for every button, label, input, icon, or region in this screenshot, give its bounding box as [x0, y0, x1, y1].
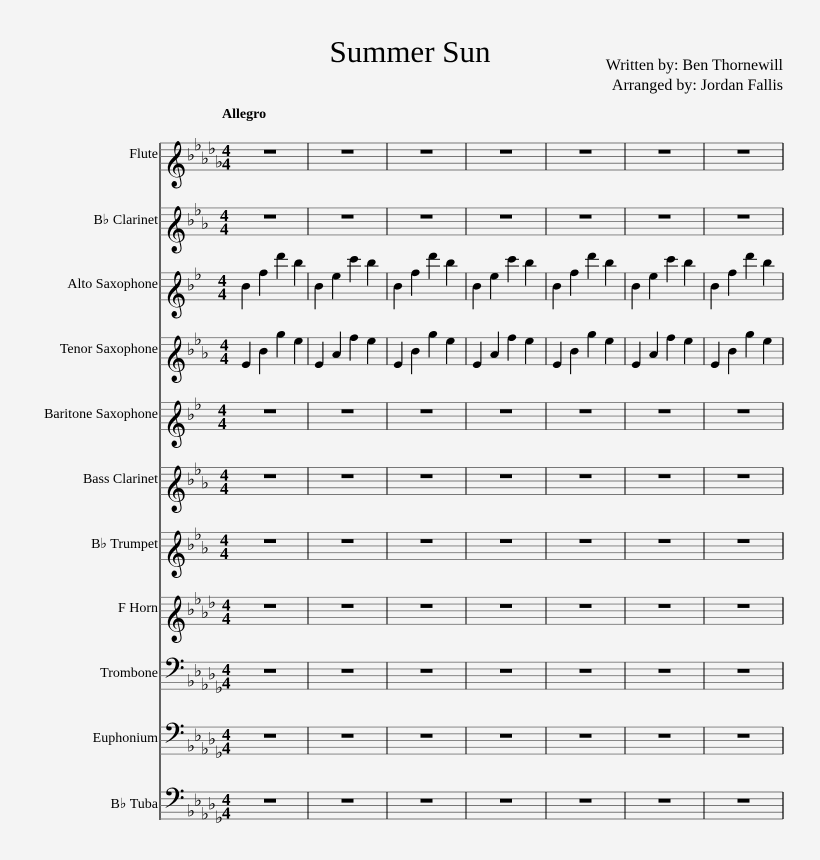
- instrument-label: Euphonium: [92, 731, 158, 747]
- whole-rest-icon: [580, 669, 592, 673]
- instrument-label: Trombone: [100, 666, 158, 682]
- time-signature-top: 4: [222, 595, 231, 615]
- time-signature-bottom: 4: [218, 284, 227, 304]
- time-signature-bottom: 4: [222, 738, 231, 758]
- flat-icon: ♭: [194, 791, 203, 812]
- whole-rest-icon: [738, 539, 750, 543]
- whole-rest-icon: [659, 539, 671, 543]
- flat-icon: ♭: [208, 794, 217, 815]
- staff-tenor-saxophone: [160, 330, 783, 384]
- whole-rest-icon: [500, 604, 512, 608]
- flat-icon: ♭: [187, 599, 196, 620]
- treble-clef-icon: 𝄞: [163, 595, 187, 642]
- flat-icon: ♭: [201, 148, 210, 169]
- whole-rest-icon: [500, 215, 512, 219]
- flat-icon: ♭: [194, 135, 203, 156]
- whole-rest-icon: [342, 150, 354, 154]
- flat-icon: ♭: [201, 739, 210, 760]
- instrument-label: Flute: [129, 147, 158, 162]
- flat-icon: ♭: [201, 538, 210, 559]
- staff-trombone: [160, 652, 783, 698]
- flat-icon: ♭: [215, 743, 224, 764]
- whole-rest-icon: [342, 539, 354, 543]
- whole-rest-icon: [342, 734, 354, 738]
- time-signature-bottom: 4: [220, 479, 229, 498]
- whole-rest-icon: [500, 669, 512, 673]
- whole-rest-icon: [342, 409, 354, 413]
- flat-icon: ♭: [187, 801, 196, 822]
- flat-icon: ♭: [201, 473, 210, 494]
- time-signature-bottom: 4: [222, 673, 231, 693]
- treble-clef-icon: 𝄞: [163, 335, 187, 382]
- time-signature-top: 4: [220, 205, 229, 225]
- flat-icon: ♭: [194, 524, 203, 545]
- whole-rest-icon: [738, 734, 750, 738]
- whole-rest-icon: [738, 409, 750, 413]
- whole-rest-icon: [580, 150, 592, 154]
- treble-clef-icon: 𝄞: [163, 465, 187, 512]
- whole-rest-icon: [738, 604, 750, 608]
- whole-rest-icon: [421, 215, 433, 219]
- whole-rest-icon: [421, 409, 433, 413]
- whole-rest-icon: [264, 474, 276, 478]
- flat-icon: ♭: [208, 729, 217, 750]
- whole-rest-icon: [659, 799, 671, 803]
- tempo-marking: Allegro: [222, 107, 267, 122]
- whole-rest-icon: [500, 799, 512, 803]
- whole-rest-icon: [580, 474, 592, 478]
- composer-credit: Written by: Ben Thornewill: [605, 57, 783, 74]
- whole-rest-icon: [500, 150, 512, 154]
- staff-b-clarinet: [160, 200, 783, 254]
- score-title: Summer Sun: [329, 34, 491, 69]
- time-signature-bottom: 4: [220, 219, 229, 239]
- time-signature-top: 4: [222, 725, 231, 745]
- flat-icon: ♭: [208, 138, 217, 159]
- time-signature-bottom: 4: [220, 543, 229, 563]
- whole-rest-icon: [659, 474, 671, 478]
- time-signature-bottom: 4: [218, 414, 227, 434]
- whole-rest-icon: [500, 734, 512, 738]
- treble-clef-icon: 𝄞: [163, 205, 187, 252]
- whole-rest-icon: [580, 215, 592, 219]
- time-signature-bottom: 4: [222, 608, 231, 628]
- instrument-label: B♭ Trumpet: [91, 537, 158, 553]
- arranger-credit: Arranged by: Jordan Fallis: [611, 77, 783, 94]
- flat-icon: ♭: [187, 210, 196, 231]
- whole-rest-icon: [421, 474, 433, 478]
- flat-icon: ♭: [187, 470, 196, 490]
- whole-rest-icon: [580, 409, 592, 413]
- whole-rest-icon: [342, 215, 354, 219]
- whole-rest-icon: [264, 150, 276, 154]
- staff-b-trumpet: [160, 525, 783, 579]
- instrument-label: B♭ Clarinet: [93, 212, 158, 228]
- instrument-label: Baritone Saxophone: [44, 406, 158, 422]
- flat-icon: ♭: [187, 275, 196, 296]
- time-signature-top: 4: [220, 530, 229, 550]
- whole-rest-icon: [264, 409, 276, 413]
- whole-rest-icon: [264, 215, 276, 219]
- flat-icon: ♭: [201, 603, 210, 624]
- flat-icon: ♭: [208, 593, 217, 614]
- instrument-label: Bass Clarinet: [82, 471, 158, 487]
- flat-icon: ♭: [201, 343, 210, 364]
- whole-rest-icon: [500, 539, 512, 543]
- flat-icon: ♭: [194, 394, 203, 415]
- whole-rest-icon: [580, 604, 592, 608]
- treble-clef-icon: 𝄞: [163, 530, 187, 577]
- staff-bass-clarinet: [160, 460, 783, 514]
- whole-rest-icon: [659, 150, 671, 154]
- flat-icon: ♭: [215, 152, 224, 173]
- whole-rest-icon: [738, 215, 750, 219]
- time-signature-top: 4: [218, 400, 227, 420]
- flat-icon: ♭: [194, 661, 203, 682]
- flat-icon: ♭: [187, 405, 196, 426]
- instrument-label: Alto Saxophone: [67, 276, 158, 292]
- whole-rest-icon: [500, 409, 512, 413]
- whole-rest-icon: [264, 539, 276, 543]
- flat-icon: ♭: [187, 534, 196, 555]
- whole-rest-icon: [342, 474, 354, 478]
- flat-icon: ♭: [187, 671, 196, 692]
- whole-rest-icon: [264, 669, 276, 673]
- whole-rest-icon: [580, 799, 592, 803]
- flat-icon: ♭: [215, 808, 224, 828]
- bass-clef-icon: 𝄢: [163, 782, 185, 823]
- whole-rest-icon: [738, 150, 750, 154]
- whole-rest-icon: [342, 604, 354, 608]
- whole-rest-icon: [421, 799, 433, 803]
- whole-rest-icon: [421, 734, 433, 738]
- staff-flute: [160, 135, 783, 189]
- whole-rest-icon: [421, 604, 433, 608]
- whole-rest-icon: [580, 734, 592, 738]
- time-signature-bottom: 4: [222, 154, 231, 174]
- time-signature-top: 4: [220, 465, 229, 485]
- whole-rest-icon: [738, 799, 750, 803]
- time-signature-bottom: 4: [222, 803, 231, 823]
- treble-clef-icon: 𝄞: [163, 270, 187, 317]
- whole-rest-icon: [659, 604, 671, 608]
- whole-rest-icon: [659, 669, 671, 673]
- time-signature-top: 4: [220, 335, 229, 355]
- instrument-label: Tenor Saxophone: [59, 341, 158, 357]
- whole-rest-icon: [264, 734, 276, 738]
- flat-icon: ♭: [194, 330, 203, 351]
- flat-icon: ♭: [194, 459, 203, 480]
- whole-rest-icon: [659, 409, 671, 413]
- staff-f-horn: [160, 590, 783, 644]
- time-signature-top: 4: [222, 790, 231, 809]
- whole-rest-icon: [738, 669, 750, 673]
- flat-icon: ♭: [201, 674, 210, 695]
- instrument-label: B♭ Tuba: [110, 797, 158, 812]
- staff-euphonium: [160, 717, 783, 763]
- time-signature-top: 4: [218, 270, 227, 290]
- flat-icon: ♭: [194, 726, 203, 747]
- whole-rest-icon: [738, 474, 750, 478]
- treble-clef-icon: 𝄞: [163, 400, 187, 447]
- flat-icon: ♭: [215, 678, 224, 699]
- whole-rest-icon: [580, 539, 592, 543]
- time-signature-bottom: 4: [220, 349, 229, 369]
- bass-clef-icon: 𝄢: [163, 717, 185, 758]
- flat-icon: ♭: [187, 736, 196, 757]
- staff-b-tuba: [160, 782, 783, 828]
- whole-rest-icon: [342, 669, 354, 673]
- whole-rest-icon: [421, 539, 433, 543]
- whole-rest-icon: [264, 604, 276, 608]
- whole-rest-icon: [659, 734, 671, 738]
- whole-rest-icon: [421, 150, 433, 154]
- instrument-label: F Horn: [117, 601, 158, 617]
- whole-rest-icon: [342, 799, 354, 803]
- bass-clef-icon: 𝄢: [163, 652, 185, 693]
- flat-icon: ♭: [208, 664, 217, 685]
- flat-icon: ♭: [194, 265, 203, 286]
- whole-rest-icon: [500, 474, 512, 478]
- staff-alto-saxophone: [160, 251, 783, 318]
- flat-icon: ♭: [194, 200, 203, 221]
- time-signature-top: 4: [222, 660, 231, 680]
- flat-icon: ♭: [194, 589, 203, 610]
- flat-icon: ♭: [201, 213, 210, 234]
- staff-baritone-saxophone: [160, 395, 783, 449]
- whole-rest-icon: [264, 799, 276, 803]
- flat-icon: ♭: [187, 145, 196, 166]
- whole-rest-icon: [659, 215, 671, 219]
- time-signature-top: 4: [222, 141, 231, 160]
- flat-icon: ♭: [187, 340, 196, 361]
- whole-rest-icon: [421, 669, 433, 673]
- treble-clef-icon: 𝄞: [163, 141, 187, 187]
- flat-icon: ♭: [201, 804, 210, 825]
